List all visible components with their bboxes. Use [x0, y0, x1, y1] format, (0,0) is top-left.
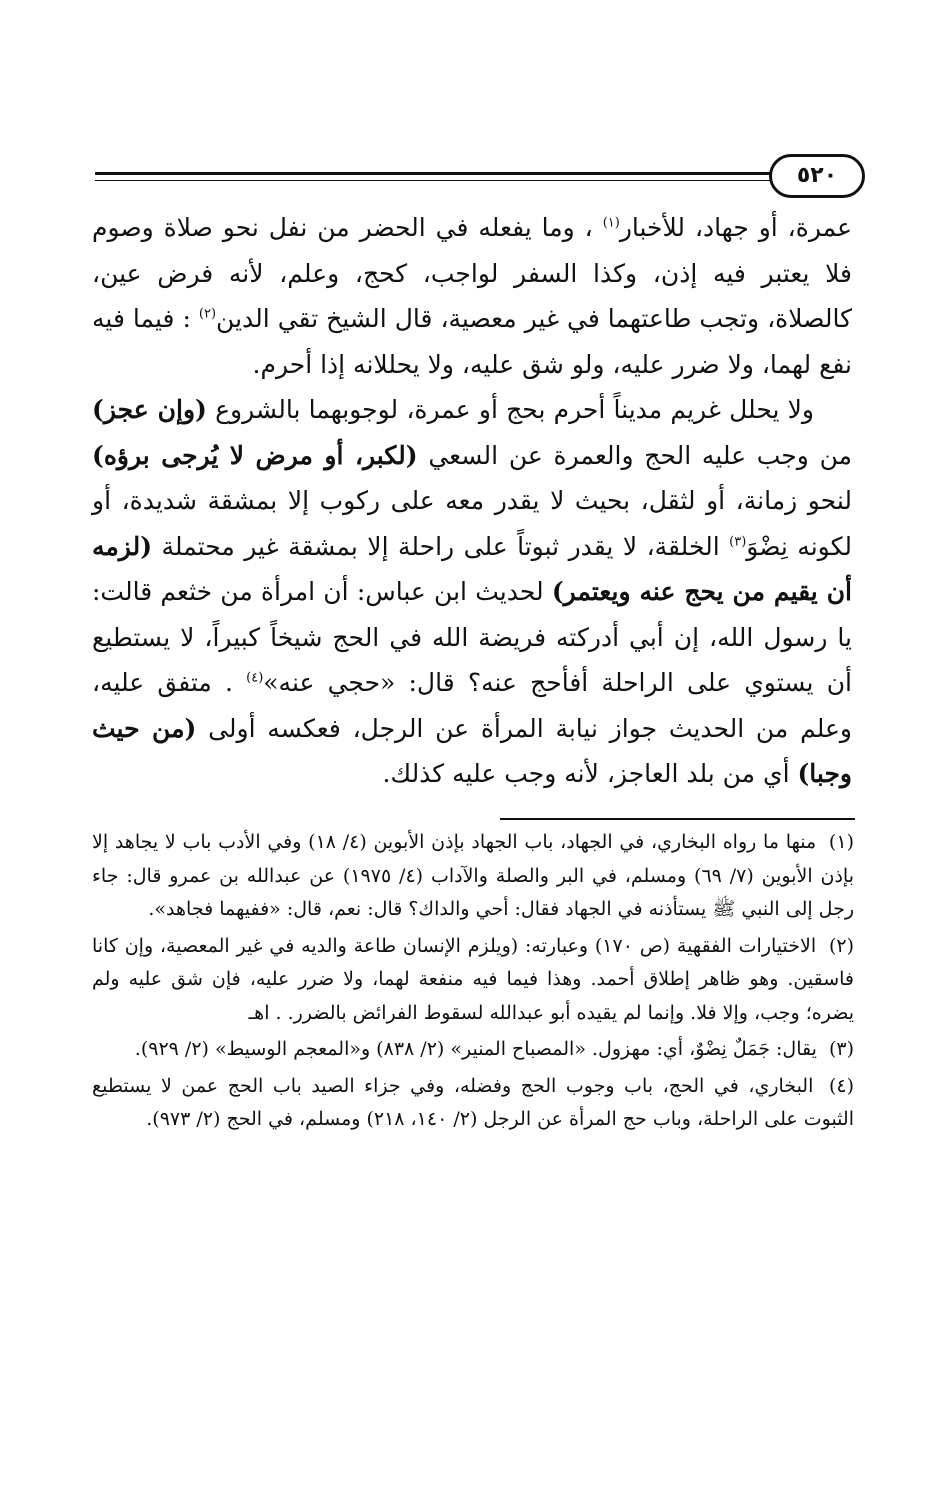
page-number: ٥٢٠ — [769, 154, 865, 198]
matn-text: (لكبر، أو مرض لا يُرجى برؤه) — [92, 440, 418, 470]
footnote-text: منها ما رواه البخاري، في الجهاد، باب الجهاد بإذن الأبوين (٤/ ١٨) وفي الأدب باب لا يجاهد إلا بإذن الأبوين (٧/ ٦٩) ومسلم، في البر والصلة والآداب (٤/ ١٩٧٥) عن عبدالله بن عمرو قال: جاء رجل إلى النبي ﷺ يستأذنه في الجهاد فقال: أحي والداك؟ قال: نعم، قال: «ففيهما فجاهد». — [92, 831, 854, 920]
footnote-ref-3: (٣) — [729, 534, 747, 550]
paragraph-2 — [92, 387, 852, 797]
text-run: ، وما يفعله في الحضر من نفل نحو صلاة وصوم فلا يعتبر فيه إذن، وكذا السفر لواجب، كحج، وعلم، لأنه فرض عين، كالصلاة، وتجب طاعتهما في غير معصية، قال الشيخ تقي الدين — [92, 213, 852, 333]
matn-text: (من حيث وجبا) — [92, 713, 852, 788]
text-run: عمرة، أو جهاد، للأخبار — [619, 213, 852, 242]
text-run: لحديث ابن عباس: أن امرأة من خثعم قالت: يا رسول الله، إن أبي أدركته فريضة الله في الحج شيخاً كبيراً، لا يستطيع أن يستوي على الراحلة أفأحج عنه؟ قال: «حجي عنه» — [92, 577, 852, 697]
text-run: لنحو زمانة، أو لثقل، بحيث لا يقدر معه على ركوب إلا بمشقة شديدة، أو لكونه نِضْوَ — [92, 486, 853, 561]
footnote-number: (٣) — [828, 1038, 854, 1060]
footnote-2 — [92, 930, 854, 1031]
footnote-separator — [500, 818, 855, 820]
page-header — [95, 150, 865, 200]
text-run: أي من بلد العاجز، لأنه وجب عليه كذلك. — [382, 759, 798, 788]
matn-text: (وإن عجز) — [92, 395, 207, 424]
text-run: ولا يحلل غريم مديناً أحرم بحج أو عمرة، لوجوبهما بالشروع — [206, 395, 815, 424]
footnote-ref-1: (١) — [602, 215, 620, 231]
footnote-ref-4: (٤) — [246, 670, 264, 686]
footnote-text: البخاري، في الحج، باب وجوب الحج وفضله، وفي جزاء الصيد باب الحج عمن لا يستطيع الثبوت على الراحلة، وباب حج المرأة عن الرجل (٢/ ١٤٠، ٢١٨) ومسلم، في الحج (٢/ ٩٧٣). — [92, 1074, 854, 1130]
footnote-number: (١) — [828, 831, 854, 853]
footnote-4 — [92, 1070, 854, 1137]
text-run: : فيما فيه نفع لهما، ولا ضرر عليه، ولو شق عليه، ولا يحللانه إذا أحرم. — [92, 304, 852, 379]
footnote-number: (٢) — [828, 934, 854, 957]
footnote-ref-2: (٢) — [198, 306, 217, 322]
footnote-text: يقال: جَمَلٌ نِضْوٌ، أي: مهزول. «المصباح المنير» (٢/ ٨٣٨) و«المعجم الوسيط» (٢/ ٩٢٩). — [134, 1038, 817, 1060]
footnotes — [92, 826, 854, 1140]
matn-text: (لزمه أن يقيم من يحج عنه ويعتمر) — [92, 531, 852, 606]
footnote-text: الاختيارات الفقهية (ص ١٧٠) وعبارته: (ويلزم الإنسان طاعة والديه في غير المعصية، وإن كانا فاسقين. وهو ظاهر إطلاق أحمد. وهذا فيما فيه منفعة لهما، ولا ضرر عليه، فإن شق عليه ولم يضره؛ وجب، وإلا فلا. وإنما لم يقيده أبو عبدالله لسقوط الفرائض بالضرر. . اهـ — [92, 934, 854, 1024]
footnote-1 — [92, 826, 854, 927]
header-rule — [95, 172, 775, 181]
main-text — [92, 205, 852, 797]
footnote-number: (٤) — [828, 1074, 854, 1097]
text-run: الخلقة، لا يقدر ثبوتاً على راحلة إلا بمشقة غير محتملة — [152, 531, 730, 561]
paragraph-1 — [92, 205, 852, 387]
footnote-3 — [92, 1033, 854, 1067]
text-run: من وجب عليه الحج والعمرة عن السعي — [417, 440, 852, 470]
text-run: . متفق عليه، وعلم من الحديث جواز نيابة المرأة عن الرجل، فعكسه أولى — [92, 668, 852, 743]
